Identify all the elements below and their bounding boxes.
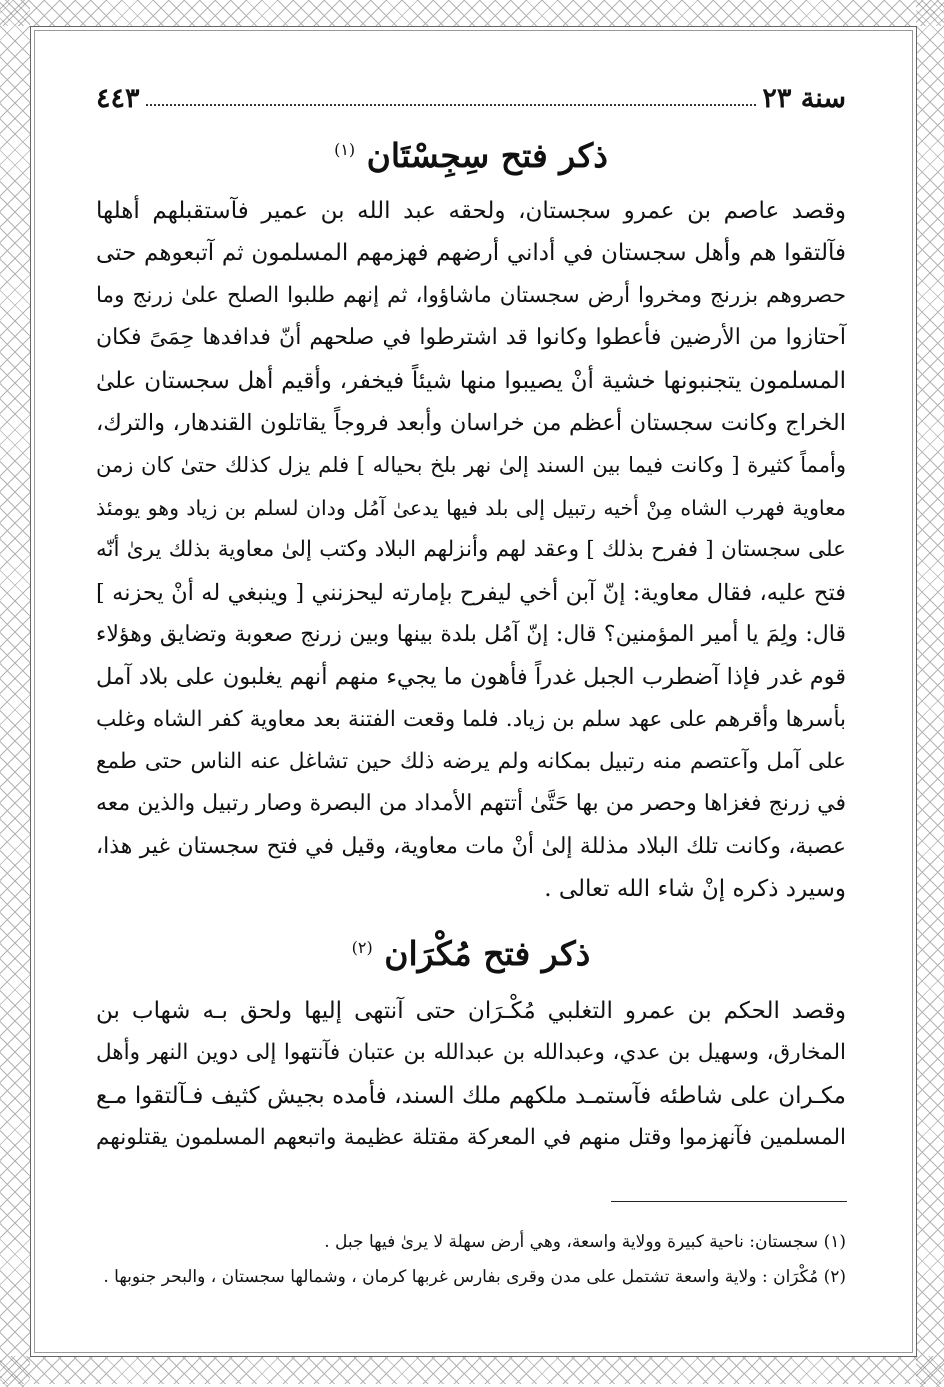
text-line: على آمل وآعتصم منه رتبيل بمكانه ولم يرضه ذلك حين تشاغل عنه الناس حتى طمع bbox=[96, 749, 846, 775]
text-line: وسيرد ذكره إنْ شاء الله تعالى . bbox=[544, 876, 846, 903]
text-line: عصبة، وكانت تلك البلاد مذللة إلىٰ أنْ مات معاوية، وقيل في فتح سجستان غير هذا، bbox=[96, 833, 846, 859]
text-line: مكـران على شاطئه فآستمـد ملكهم ملك السند، فأمده بجيش كثيف فـآلتقوا مـع bbox=[96, 1082, 846, 1109]
paragraph-makran bbox=[96, 990, 846, 1160]
header-dot-leader bbox=[146, 90, 757, 106]
text-line: فتح عليه، فقال معاوية: إنّ آبن أخي ليفرح بإمارته ليحزنني [ وينبغي له أنْ يحزنه ] bbox=[96, 579, 846, 606]
footnotes bbox=[96, 1225, 846, 1295]
ornamental-border-bottom bbox=[0, 1356, 944, 1384]
text-line: معاوية فهرب الشاه مِنْ أخيه رتبيل إلى بلد فيها يدعىٰ آمُل ودان لسلم بن زياد وهو يومئذ bbox=[96, 495, 846, 520]
text-line: المخارق، وسهيل بن عدي، وعبدالله بن عبدالله بن عتبان فآنتهوا إلى دوين النهر وأهل bbox=[96, 1040, 846, 1066]
text-line: المسلمون يتجنبونها خشية أنْ يصيبوا منها شيئاً فيخفر، وأقيم أهل سجستان علىٰ bbox=[96, 367, 846, 394]
text-line: وقصد الحكم بن عمرو التغلبي مُكْـرَان حتى آنتهى إليها ولحق بـه شهاب بن bbox=[96, 998, 846, 1024]
text-line: قوم غدر فإذا آضطرب الجبل غدراً فأهون ما يجيء منهم أنهم يغلبون على بلاد آمل bbox=[96, 664, 846, 691]
text-line: الخراج وكانت سجستان أعظم من خراسان وأبعد فروجاً يقاتلون القندهار، والترك، bbox=[96, 409, 846, 436]
text-line: على سجستان [ ففرح بذلك ] وعقد لهم وأنزلهم البلاد وكتب إلىٰ معاوية بذلك يرىٰ أنّه bbox=[96, 537, 846, 563]
section-title: ذكر فتح مُكْرَان bbox=[384, 934, 591, 973]
page-number: ٤٤٣ bbox=[96, 82, 140, 114]
text-line: المسلمين فآنهزموا وقتل منهم في المعركة مقتلة عظيمة واتبعهم المسلمون يقتلونهم bbox=[96, 1125, 846, 1151]
text-line: وأمماً كثيرة [ وكانت فيما بين السند إلىٰ نهر بلخ بحياله ] فلم يزل كذلك حتىٰ كان زمن bbox=[96, 453, 846, 478]
footnote-ref: (٢) bbox=[351, 938, 373, 957]
text-line: وقصد عاصم بن عمرو سجستان، ولحقه عبد الله بن عمير فآستقبلهم أهلها bbox=[96, 198, 846, 224]
text-line: فآلتقوا هم وأهل سجستان في أداني أرضهم فهزمهم المسلمون ثم آتبعوهم حتى bbox=[96, 240, 846, 267]
text-line: حصروهم بزرنج ومخروا أرض سجستان ماشاؤوا، ثم إنهم طلبوا الصلح علىٰ زرنج وما bbox=[96, 282, 846, 308]
ornamental-border-top bbox=[0, 0, 944, 26]
text-line: آحتازوا من الأرضين فأعطوا وكانوا قد اشترطوا في صلحهم أنّ فدافدها حِمَىً فكان bbox=[96, 325, 846, 351]
text-line: قال: ولِمَ يا أمير المؤمنين؟ قال: إنّ آمُل بلدة بينها وبين زرنج صعوبة وتضايق وهؤلاء bbox=[96, 621, 846, 647]
section-heading-sijistan bbox=[96, 130, 846, 176]
running-header bbox=[96, 80, 846, 116]
text-line: في زرنج فغزاها وحصر من بها حَتَّىٰ أتتهم الأمداد من البصرة وصار رتبيل والذين معه bbox=[96, 791, 846, 817]
ornamental-border-right bbox=[916, 0, 944, 1387]
text-line: بأسرها وأقرهم على عهد سلم بن زياد. فلما وقعت الفتنة بعد معاوية كفر الشاه وغلب bbox=[96, 706, 846, 732]
section-heading-makran bbox=[96, 928, 846, 974]
footnote-divider bbox=[611, 1201, 847, 1202]
footnote-item: (١) سجستان: ناحية كبيرة وولاية واسعة، وهي أرض سهلة لا يرىٰ فيها جبل . bbox=[324, 1232, 846, 1252]
header-year: سنة ٢٣ bbox=[762, 82, 846, 114]
footnote-ref: (١) bbox=[334, 140, 356, 159]
paragraph-sijistan bbox=[96, 190, 846, 911]
ornamental-border-left bbox=[0, 0, 30, 1387]
footnote-item: (٢) مُكْرَان : ولاية واسعة تشتمل على مدن وقرى بفارس غربها كرمان ، وشمالها سجستان ، والبحر جنوبها . bbox=[103, 1267, 846, 1287]
section-title: ذكر فتح سِجِسْتَان bbox=[366, 136, 608, 175]
